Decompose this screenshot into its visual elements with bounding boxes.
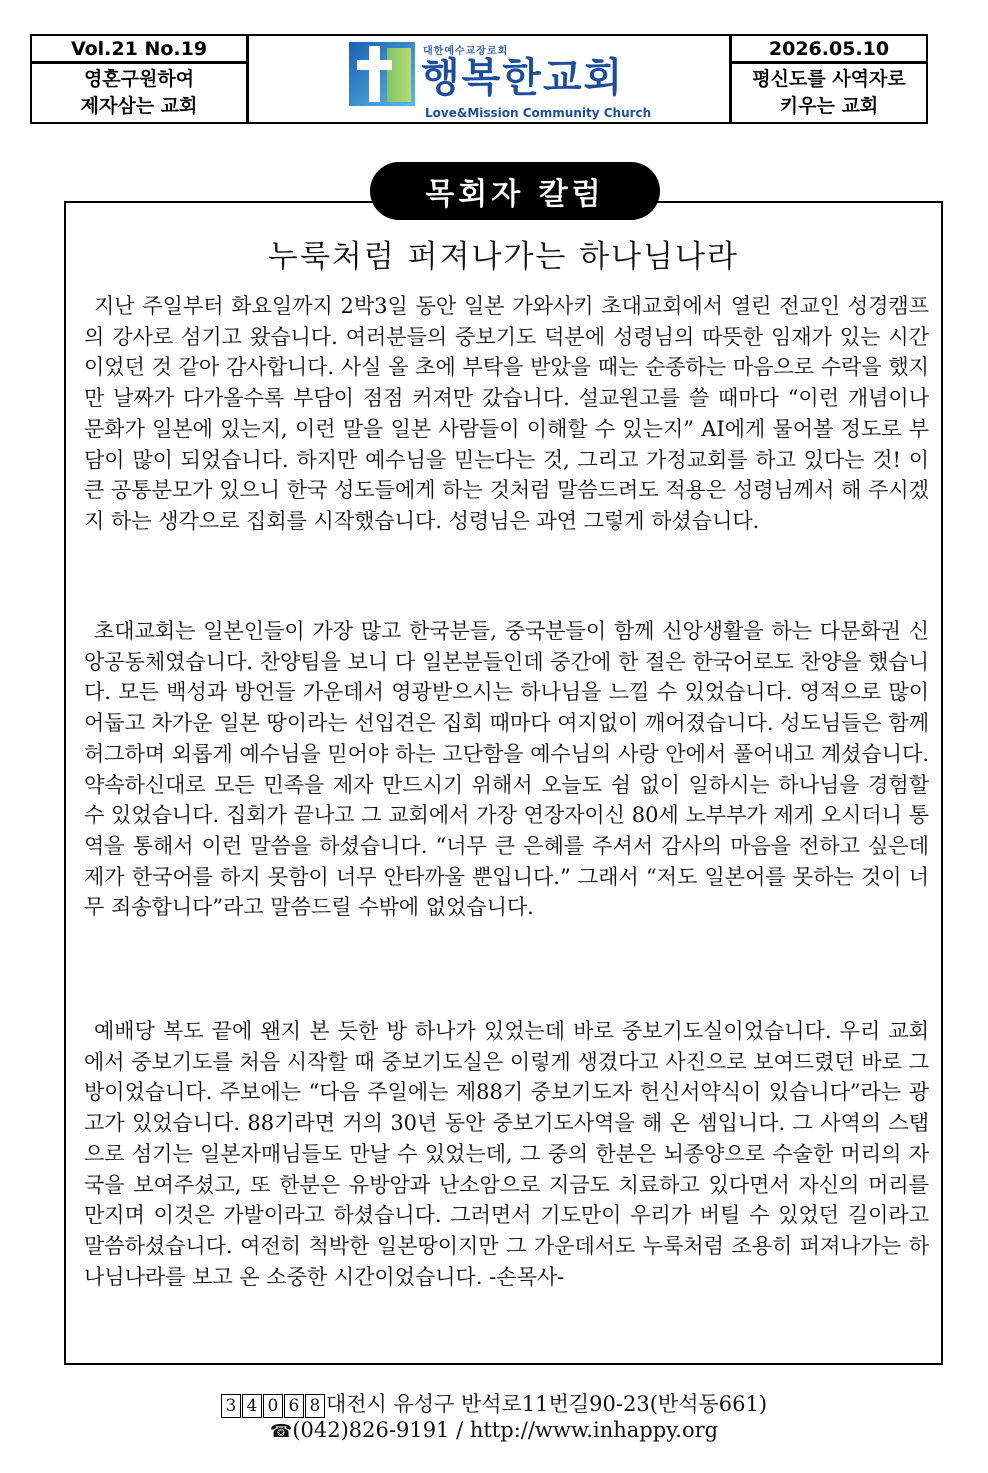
address-text: 대전시 유성구 반석로11번길90-23(반석동661): [325, 1392, 768, 1416]
church-logo: [247, 34, 731, 124]
paragraph-2: 초대교회는 일본인들이 가장 많고 한국분들, 중국분들이 함께 신앙생활을 하는 다문화권 신앙공동체였습니다. 찬양팀을 보니 다 일본분들인데 중간에 한 절은 한국어로도 찬양을 했습니다. 모든 백성과 방언들 가운데서 영광받으시는 하나님을 느낄 수 있었습니다. 영적으로 많이 어둡고 차가운 일본 땅이라는 선입견은 집회 때마다 여지없이 깨어졌습니다. 성도님들은 함께 허그하며 외롭게 예수님을 믿어야 하는 고단함을 예수님의 사랑 안에서 풀어내고 계셨습니다. 약속하신대로 모든 민족을 제자 만드시기 위해서 오늘도 쉼 없이 일하시는 하나님을 경험할 수 있었습니다. 집회가 끝나고 그 교회에서 가장 연장자이신 80세 노부부가 제게 오시더니 통역을 통해서 이런 말씀을 하셨습니다. “너무 큰 은혜를 주셔서 감사의 마음을 전하고 싶은데 제가 한국어를 하지 못함이 너무 안타까울 뿐입니다.” 그래서 “저도 일본어를 못하는 것이 너무 죄송합니다”라고 말씀드릴 수밖에 없었습니다.: [84, 619, 929, 920]
motto-left-line1: 영혼구원하여: [83, 68, 195, 90]
zip-digit: 8: [305, 1394, 325, 1418]
motto-right-line1: 평신도를 사역자로: [752, 68, 906, 90]
volume-number: Vol.21 No.19: [30, 34, 248, 63]
motto-left: [30, 62, 248, 124]
paragraph-3: 예배당 복도 끝에 왠지 본 듯한 방 하나가 있었는데 바로 중보기도실이었습니다. 우리 교회에서 중보기도를 처음 시작할 때 중보기도실은 이렇게 생겼다고 사진으로 보여드렸던 바로 그 방이었습니다. 주보에는 “다음 주일에는 제88기 중보기도자 헌신서약식이 있습니다”라는 광고가 있었습니다. 88기라면 거의 30년 동안 중보기도사역을 해 온 셈입니다. 그 사역의 스탭으로 섬기는 일본자매님들도 만날 수 있었는데, 그 중의 한분은 뇌종양으로 수술한 머리의 자국을 보여주셨고, 또 한분은 유방암과 난소암으로 지금도 치료하고 있다면서 자신의 머리를 만지며 이것은 가발이라고 하셨습니다. 그러면서 기도만이 우리가 버틸 수 있었던 길이라고 말씀하셨습니다. 여전히 척박한 일본땅이지만 그 가운데서도 누룩처럼 조용히 퍼져나가는 하나님나라를 보고 온 소중한 시간이었습니다. -손목사-: [84, 1019, 929, 1289]
column-title: 누룩처럼 퍼져나가는 하나님나라: [268, 239, 739, 275]
church-english-name: Love&Mission Community Church: [425, 106, 652, 120]
paragraph-1: 지난 주일부터 화요일까지 2박3일 동안 일본 가와사키 초대교회에서 열린 전교인 성경캠프의 강사로 섬기고 왔습니다. 여러분들의 중보기도 덕분에 성령님의 따뜻한 임재가 있는 시간이었던 것 같아 감사합니다. 사실 올 초에 부탁을 받았을 때는 순종하는 마음으로 수락을 했지만 날짜가 다가올수록 부담이 점점 커져만 갔습니다. 설교원고를 쓸 때마다 “이런 개념이나 문화가 일본에 있는지, 이런 말을 일본 사람들이 이해할 수 있는지” AI에게 물어볼 정도로 부담이 많이 되었습니다. 하지만 예수님을 믿는다는 것, 그리고 가정교회를 하고 있다는 것! 이 큰 공통분모가 있으니 한국 성도들에게 하는 것처럼 말씀드려도 적용은 성령님께서 해 주시겠지 하는 생각으로 집회를 시작했습니다. 성령님은 과연 그렇게 하셨습니다.: [84, 294, 929, 533]
zip-digit: 0: [263, 1394, 283, 1418]
church-name: 행복한교회: [421, 55, 625, 101]
column-tab: 목회자 칼럼: [370, 162, 660, 220]
issue-date: 2026.05.10: [730, 34, 928, 63]
zip-digit: 6: [284, 1394, 304, 1418]
phone-icon: ☎: [269, 1421, 293, 1442]
denomination-label: 대한예수교장로회: [423, 46, 509, 57]
motto-left-line2: 제자삼는 교회: [80, 95, 198, 117]
church-address: [0, 1388, 988, 1418]
cross-icon: [349, 42, 415, 106]
church-contact: [0, 1418, 988, 1442]
zip-digit: 3: [221, 1394, 241, 1418]
motto-right: [730, 62, 928, 124]
contact-text: (042)826-9191 / http://www.inhappy.org: [292, 1418, 719, 1442]
motto-right-line2: 키우는 교회: [779, 95, 879, 117]
column-box: [64, 201, 943, 1365]
zip-digit: 4: [242, 1394, 262, 1418]
